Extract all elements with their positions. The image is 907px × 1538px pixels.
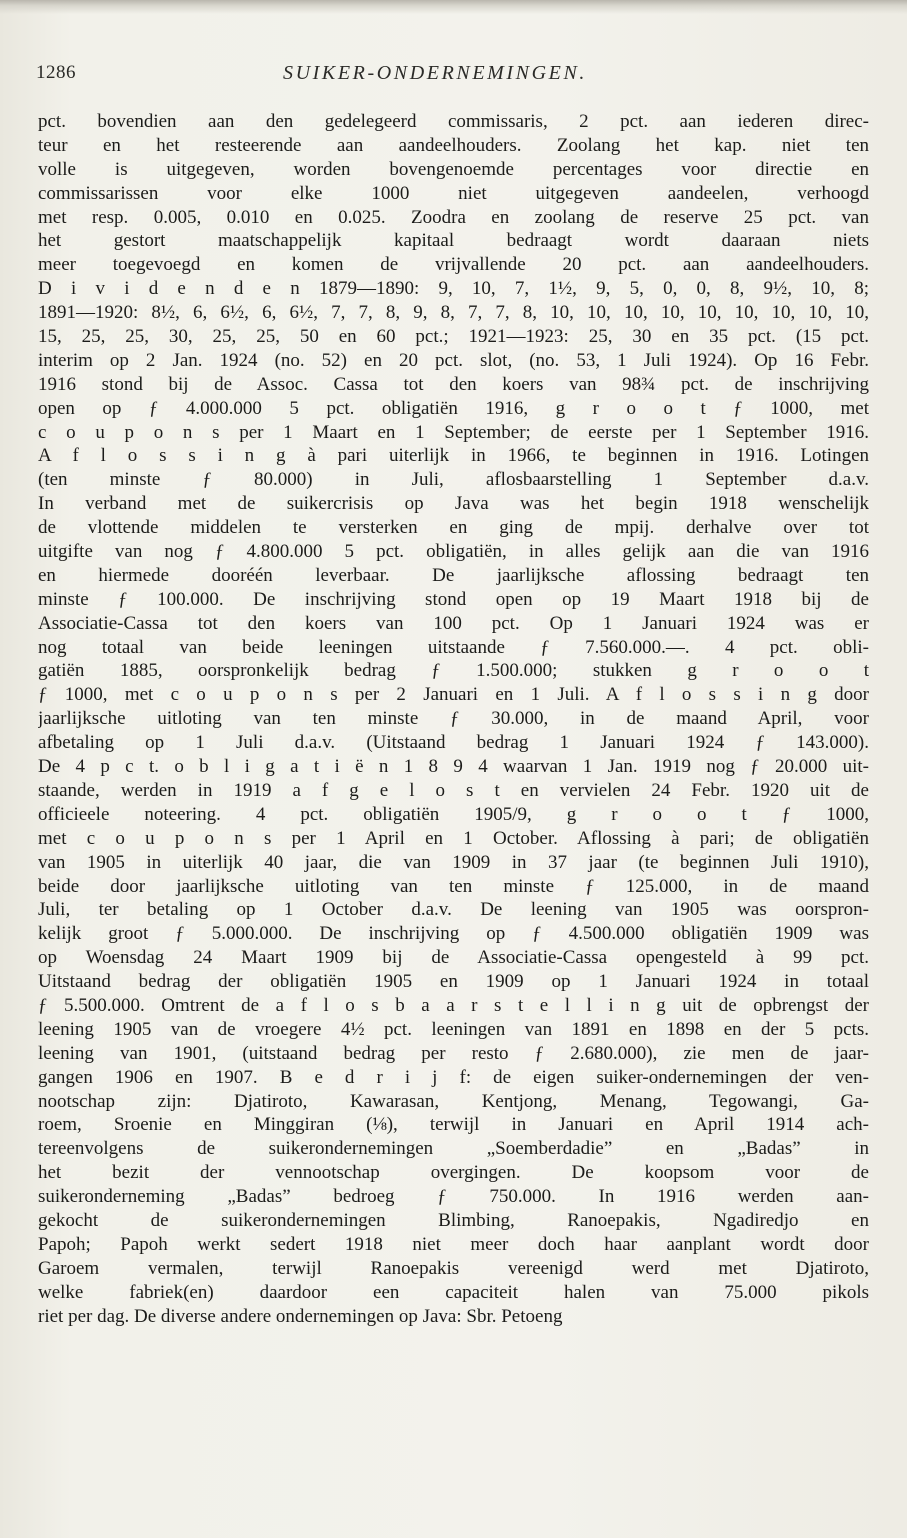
text-line: c o u p o n s per 1 Maart en 1 September; de eerste per 1 September 1916. <box>38 421 869 443</box>
text-line: Garoem vermalen, terwijl Ranoepakis vereenigd werd met Djatiroto, <box>38 1257 869 1279</box>
text-line: interim op 2 Jan. 1924 (no. 52) en 20 pct. slot, (no. 53, 1 Juli 1924). Op 16 Febr. <box>38 349 869 371</box>
text-line: riet per dag. De diverse andere ondernemingen op Java: Sbr. Petoeng <box>38 1305 563 1327</box>
page-number: 1286 <box>36 62 76 83</box>
page-top-shadow <box>0 0 907 14</box>
text-line: leening 1905 van de vroegere 4½ pct. leeningen van 1891 en 1898 en der 5 pcts. <box>38 1018 869 1040</box>
text-line: meer toegevoegd en komen de vrijvallende 20 pct. aan aandeelhouders. <box>38 254 869 276</box>
text-line: op Woensdag 24 Maart 1909 bij de Associatie-Cassa opengesteld à 99 pct. <box>38 947 869 969</box>
text-line: nog totaal van beide leeningen uitstaande ƒ 7.560.000.—. 4 pct. obli- <box>38 636 869 658</box>
text-line: uitgifte van nog ƒ 4.800.000 5 pct. obligatiën, in alles gelijk aan die van 1916 <box>38 541 869 563</box>
text-line: 1891—1920: 8½, 6, 6½, 6, 6½, 7, 7, 8, 9, 8, 7, 7, 8, 10, 10, 10, 10, 10, 10, 10, 10, 10, <box>38 302 869 324</box>
text-line: D i v i d e n d e n 1879—1890: 9, 10, 7, 1½, 9, 5, 0, 0, 8, 9½, 10, 8; <box>38 278 869 300</box>
text-line: 1916 stond bij de Assoc. Cassa tot den koers van 98¾ pct. de inschrijving <box>38 373 869 395</box>
text-line: (ten minste ƒ 80.000) in Juli, aflosbaarstelling 1 September d.a.v. <box>38 469 869 491</box>
text-line: Associatie-Cassa tot den koers van 100 pct. Op 1 Januari 1924 was er <box>38 612 869 634</box>
text-line: gangen 1906 en 1907. B e d r i j f: de eigen suiker-ondernemingen der ven- <box>38 1066 869 1088</box>
text-line: tereenvolgens de suikerondernemingen „Soemberdadie” en „Badas” in <box>38 1138 869 1160</box>
text-line: het gestort maatschappelijk kapitaal bedraagt wordt daaraan niets <box>38 230 869 252</box>
text-line: met resp. 0.005, 0.010 en 0.025. Zoodra en zoolang de reserve 25 pct. van <box>38 206 869 228</box>
text-line: beide door jaarlijksche uitloting van ten minste ƒ 125.000, in de maand <box>38 875 869 897</box>
text-line: ƒ 1000, met c o u p o n s per 2 Januari en 1 Juli. A f l o s s i n g door <box>38 684 869 706</box>
text-line: de vlottende middelen te versterken en ging de mpij. derhalve over tot <box>38 517 869 539</box>
text-line: welke fabriek(en) daardoor een capaciteit halen van 75.000 pikols <box>38 1281 869 1303</box>
text-line: jaarlijksche uitloting van ten minste ƒ 30.000, in de maand April, voor <box>38 708 869 730</box>
text-line: Uitstaand bedrag der obligatiën 1905 en 1909 op 1 Januari 1924 in totaal <box>38 971 869 993</box>
text-line: In verband met de suikercrisis op Java was het begin 1918 wenschelijk <box>38 493 869 515</box>
text-line: A f l o s s i n g à pari uiterlijk in 1966, te beginnen in 1916. Lotingen <box>38 445 869 467</box>
text-line: pct. bovendien aan den gedelegeerd commissaris, 2 pct. aan iederen direc- <box>38 111 869 132</box>
text-line: commissarissen voor elke 1000 niet uitgegeven aandeelen, verhoogd <box>38 182 869 204</box>
text-line: nootschap zijn: Djatiroto, Kawarasan, Kentjong, Menang, Tegowangi, Ga- <box>38 1090 869 1112</box>
text-line: minste ƒ 100.000. De inschrijving stond open op 19 Maart 1918 bij de <box>38 588 869 610</box>
text-line: met c o u p o n s per 1 April en 1 October. Aflossing à pari; de obligatiën <box>38 827 869 849</box>
text-line: roem, Sroenie en Minggiran (⅛), terwijl in Januari en April 1914 ach- <box>38 1114 869 1136</box>
text-line: gekocht de suikerondernemingen Blimbing, Ranoepakis, Ngadiredjo en <box>38 1209 869 1231</box>
running-head: SUIKER-ONDERNEMINGEN. <box>283 62 588 84</box>
page-header <box>36 62 871 90</box>
text-line: afbetaling op 1 Juli d.a.v. (Uitstaand bedrag 1 Januari 1924 ƒ 143.000). <box>38 732 869 754</box>
text-line: van 1905 in uiterlijk 40 jaar, die van 1909 in 37 jaar (te beginnen Juli 1910), <box>38 851 869 873</box>
text-line: kelijk groot ƒ 5.000.000. De inschrijving op ƒ 4.500.000 obligatiën 1909 was <box>38 923 869 945</box>
text-line: het bezit der vennootschap overgingen. De koopsom voor de <box>38 1162 869 1184</box>
text-line: open op ƒ 4.000.000 5 pct. obligatiën 1916, g r o o t ƒ 1000, met <box>38 397 869 419</box>
text-line: staande, werden in 1919 a f g e l o s t en vervielen 24 Febr. 1920 uit de <box>38 779 869 801</box>
text-line: ƒ 5.500.000. Omtrent de a f l o s b a a r s t e l l i n g uit de opbrengst der <box>38 994 869 1016</box>
text-line: Juli, ter betaling op 1 October d.a.v. De leening van 1905 was oorspron- <box>38 899 869 921</box>
text-line: Papoh; Papoh werkt sedert 1918 niet meer doch haar aanplant wordt door <box>38 1233 869 1255</box>
text-line: volle is uitgegeven, worden bovengenoemde percentages voor directie en <box>38 158 869 180</box>
text-line: leening van 1901, (uitstaand bedrag per resto ƒ 2.680.000), zie men de jaar- <box>38 1042 869 1064</box>
text-line: teur en het resteerende aan aandeelhouders. Zoolang het kap. niet ten <box>38 134 869 156</box>
text-line: suikeronderneming „Badas” bedroeg ƒ 750.000. In 1916 werden aan- <box>38 1186 869 1208</box>
text-line: officieele noteering. 4 pct. obligatiën 1905/9, g r o o t ƒ 1000, <box>38 803 869 825</box>
body-text <box>38 110 869 1328</box>
text-line: 15, 25, 25, 30, 25, 25, 50 en 60 pct.; 1921—1923: 25, 30 en 35 pct. (15 pct. <box>38 326 869 348</box>
text-line: De 4 p c t. o b l i g a t i ë n 1 8 9 4 waarvan 1 Jan. 1919 nog ƒ 20.000 uit- <box>38 756 869 778</box>
text-line: gatiën 1885, oorspronkelijk bedrag ƒ 1.500.000; stukken g r o o t <box>38 660 869 682</box>
text-line: en hiermede dooréén leverbaar. De jaarlijksche aflossing bedraagt ten <box>38 564 869 586</box>
